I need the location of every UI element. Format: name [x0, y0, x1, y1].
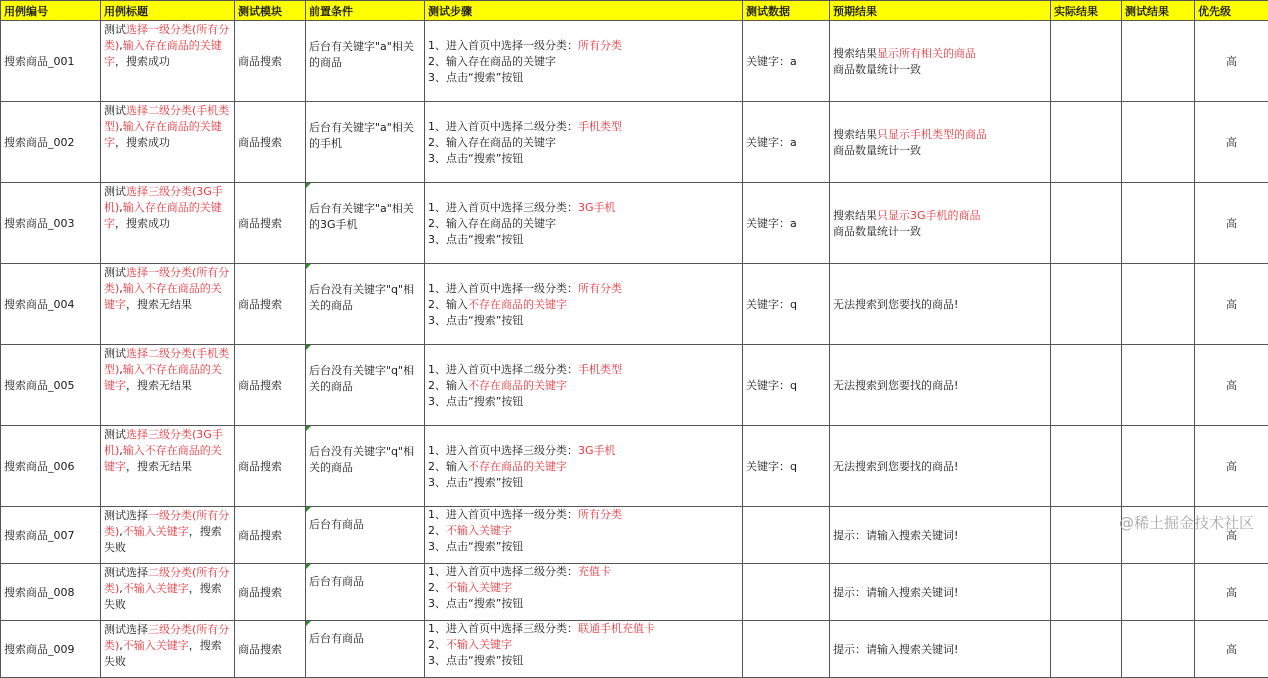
- test-data-cell[interactable]: 关键字：q: [743, 345, 830, 426]
- case-id-cell[interactable]: 搜索商品_002: [1, 102, 101, 183]
- steps-cell[interactable]: [425, 564, 743, 621]
- step-segment: 2、: [428, 524, 446, 537]
- priority-cell[interactable]: 高: [1195, 426, 1268, 507]
- expected-segment: 只显示3G手机的商品: [877, 209, 981, 222]
- case-id-cell[interactable]: 搜索商品_006: [1, 426, 101, 507]
- precondition-cell[interactable]: [306, 102, 425, 183]
- step-segment: 1、进入首页中选择三级分类：: [428, 622, 578, 635]
- expected-line: [833, 224, 1047, 240]
- title-segment: ，搜索无结果: [126, 298, 192, 311]
- cell-note-marker: [306, 507, 311, 512]
- actual-result-cell[interactable]: [1051, 345, 1122, 426]
- table-row: [1, 21, 1268, 102]
- expected-segment: 搜索结果: [833, 209, 877, 222]
- expected-result-cell[interactable]: [830, 21, 1051, 102]
- cell-note-marker: [306, 621, 311, 626]
- cell-note-marker: [306, 426, 311, 431]
- step-line: [428, 523, 739, 539]
- title-segment: ,: [119, 525, 123, 538]
- step-line: [428, 621, 739, 637]
- step-segment: 不存在商品的关键字: [468, 460, 567, 473]
- expected-result-cell[interactable]: [830, 183, 1051, 264]
- table-row: [1, 183, 1268, 264]
- expected-result-cell[interactable]: [830, 564, 1051, 621]
- step-line: [428, 475, 739, 491]
- step-segment: 不输入关键字: [446, 638, 512, 651]
- steps-cell[interactable]: [425, 21, 743, 102]
- actual-result-cell[interactable]: [1051, 21, 1122, 102]
- step-segment: 3G手机: [578, 201, 616, 214]
- expected-segment: 商品数量统计一致: [833, 144, 921, 157]
- step-segment: 1、进入首页中选择一级分类：: [428, 508, 578, 521]
- step-line: [428, 596, 739, 612]
- column-header: 预期结果: [830, 1, 1051, 21]
- title-segment: 测试选择: [104, 623, 148, 636]
- step-segment: 3、点击“搜索”按钮: [428, 540, 523, 553]
- expected-segment: 无法搜索到您要找的商品!: [833, 298, 958, 311]
- step-segment: 不存在商品的关键字: [468, 298, 567, 311]
- expected-line: [833, 378, 1047, 394]
- expected-result-cell[interactable]: [830, 621, 1051, 678]
- test-result-cell[interactable]: [1122, 183, 1195, 264]
- step-segment: 2、: [428, 638, 446, 651]
- module-cell[interactable]: 商品搜索: [235, 264, 306, 345]
- cell-note-marker: [306, 564, 311, 569]
- step-line: [428, 119, 739, 135]
- priority-cell[interactable]: 高: [1195, 183, 1268, 264]
- step-line: [428, 54, 739, 70]
- table-row: [1, 102, 1268, 183]
- case-title-cell[interactable]: [101, 102, 235, 183]
- case-title-cell[interactable]: [101, 426, 235, 507]
- expected-line: [833, 46, 1047, 62]
- precondition-cell[interactable]: [306, 621, 425, 678]
- step-segment: 1、进入首页中选择三级分类：: [428, 201, 578, 214]
- title-segment: 选择三级分类(3G手机): [104, 428, 223, 457]
- case-title-cell[interactable]: [101, 621, 235, 678]
- cell-note-marker: [306, 183, 311, 188]
- test-data-cell[interactable]: 关键字：q: [743, 426, 830, 507]
- expected-segment: 提示：请输入搜索关键词!: [833, 586, 958, 599]
- step-line: [428, 378, 739, 394]
- expected-line: [833, 459, 1047, 475]
- title-segment: ，搜索无结果: [126, 379, 192, 392]
- step-segment: 1、进入首页中选择二级分类：: [428, 565, 578, 578]
- module-cell[interactable]: 商品搜索: [235, 621, 306, 678]
- test-data-cell[interactable]: 关键字：a: [743, 183, 830, 264]
- precondition-cell[interactable]: [306, 183, 425, 264]
- expected-result-cell[interactable]: [830, 426, 1051, 507]
- module-cell[interactable]: 商品搜索: [235, 102, 306, 183]
- expected-line: [833, 143, 1047, 159]
- step-segment: 2、输入: [428, 298, 468, 311]
- title-segment: 输入存在商品的关键字: [104, 39, 222, 68]
- title-segment: ，搜索成功: [115, 55, 170, 68]
- test-data-cell[interactable]: 关键字：a: [743, 21, 830, 102]
- actual-result-cell[interactable]: [1051, 102, 1122, 183]
- expected-line: [833, 528, 1047, 544]
- step-line: [428, 459, 739, 475]
- title-segment: ，搜索成功: [115, 217, 170, 230]
- precondition-cell[interactable]: [306, 264, 425, 345]
- step-segment: 手机类型: [578, 363, 622, 376]
- step-line: [428, 232, 739, 248]
- precondition-text: 后台有商品: [309, 632, 364, 645]
- step-line: [428, 507, 739, 523]
- step-line: [428, 135, 739, 151]
- steps-cell[interactable]: [425, 345, 743, 426]
- actual-result-cell[interactable]: [1051, 621, 1122, 678]
- title-segment: 二级分类(所有分类): [104, 566, 229, 595]
- title-segment: ,: [119, 282, 123, 295]
- title-segment: 测试选择: [104, 566, 148, 579]
- step-segment: 3、点击“搜索”按钮: [428, 314, 523, 327]
- title-segment: 选择一级分类(所有分类): [104, 266, 229, 295]
- title-segment: 三级分类(所有分类): [104, 623, 229, 652]
- test-data-cell[interactable]: [743, 621, 830, 678]
- header-row: [1, 1, 1268, 21]
- module-cell[interactable]: 商品搜索: [235, 345, 306, 426]
- title-segment: 输入不存在商品的关键字: [104, 282, 222, 311]
- priority-cell[interactable]: 高: [1195, 345, 1268, 426]
- actual-result-cell[interactable]: [1051, 264, 1122, 345]
- title-segment: 不输入关键字: [123, 582, 189, 595]
- case-title-cell[interactable]: [101, 507, 235, 564]
- test-result-cell[interactable]: [1122, 102, 1195, 183]
- actual-result-cell[interactable]: [1051, 564, 1122, 621]
- test-result-cell[interactable]: [1122, 621, 1195, 678]
- expected-result-cell[interactable]: [830, 507, 1051, 564]
- title-segment: 输入存在商品的关键字: [104, 120, 222, 149]
- expected-line: [833, 127, 1047, 143]
- step-segment: 3、点击“搜索”按钮: [428, 152, 523, 165]
- module-cell[interactable]: 商品搜索: [235, 21, 306, 102]
- column-header: 测试结果: [1122, 1, 1195, 21]
- table-row: [1, 345, 1268, 426]
- table-row: [1, 621, 1268, 678]
- precondition-cell[interactable]: [306, 345, 425, 426]
- column-header: 用例编号: [1, 1, 101, 21]
- step-segment: 2、输入存在商品的关键字: [428, 55, 556, 68]
- priority-cell[interactable]: 高: [1195, 564, 1268, 621]
- step-segment: 1、进入首页中选择一级分类：: [428, 39, 578, 52]
- case-title-cell[interactable]: [101, 345, 235, 426]
- title-segment: ,: [119, 639, 123, 652]
- title-segment: 测试: [104, 23, 126, 36]
- step-line: [428, 70, 739, 86]
- expected-segment: 商品数量统计一致: [833, 63, 921, 76]
- column-header: 测试模块: [235, 1, 306, 21]
- title-segment: 输入不存在商品的关键字: [104, 444, 222, 473]
- title-segment: ，搜索失败: [104, 525, 222, 554]
- expected-segment: 搜索结果: [833, 128, 877, 141]
- step-line: [428, 200, 739, 216]
- title-segment: 测试: [104, 185, 126, 198]
- step-line: [428, 580, 739, 596]
- title-segment: 选择二级分类(手机类型): [104, 104, 229, 133]
- expected-line: [833, 585, 1047, 601]
- case-title-cell[interactable]: [101, 264, 235, 345]
- priority-cell[interactable]: 高: [1195, 507, 1268, 564]
- title-segment: 不输入关键字: [123, 639, 189, 652]
- priority-cell[interactable]: 高: [1195, 21, 1268, 102]
- step-segment: 3、点击“搜索”按钮: [428, 71, 523, 84]
- steps-cell[interactable]: [425, 621, 743, 678]
- expected-result-cell[interactable]: [830, 264, 1051, 345]
- step-segment: 2、输入: [428, 460, 468, 473]
- watermark: @稀土掘金技术社区: [1119, 512, 1254, 533]
- title-segment: 测试: [104, 104, 126, 117]
- step-line: [428, 313, 739, 329]
- case-title-cell[interactable]: [101, 21, 235, 102]
- actual-result-cell[interactable]: [1051, 183, 1122, 264]
- case-title-cell[interactable]: [101, 564, 235, 621]
- precondition-text: 后台有关键字"a"相关的商品: [309, 40, 414, 69]
- precondition-text: 后台有商品: [309, 518, 364, 531]
- title-segment: 输入存在商品的关键字: [104, 201, 222, 230]
- step-line: [428, 151, 739, 167]
- step-line: [428, 637, 739, 653]
- expected-segment: 无法搜索到您要找的商品!: [833, 460, 958, 473]
- title-segment: 不输入关键字: [123, 525, 189, 538]
- case-id-cell[interactable]: 搜索商品_003: [1, 183, 101, 264]
- step-line: [428, 653, 739, 669]
- cell-note-marker: [306, 264, 311, 269]
- step-line: [428, 281, 739, 297]
- title-segment: 选择一级分类(所有分类): [104, 23, 229, 52]
- step-segment: 3、点击“搜索”按钮: [428, 233, 523, 246]
- expected-line: [833, 208, 1047, 224]
- column-header: 优先级: [1195, 1, 1268, 21]
- title-segment: ,: [119, 39, 123, 52]
- column-header: 前置条件: [306, 1, 425, 21]
- case-id-cell[interactable]: 搜索商品_009: [1, 621, 101, 678]
- title-segment: 一级分类(所有分类): [104, 509, 229, 538]
- table-row: [1, 564, 1268, 621]
- precondition-cell[interactable]: [306, 564, 425, 621]
- expected-segment: 显示所有相关的商品: [877, 47, 976, 60]
- case-id-cell[interactable]: 搜索商品_004: [1, 264, 101, 345]
- test-data-cell[interactable]: [743, 564, 830, 621]
- test-result-cell[interactable]: [1122, 21, 1195, 102]
- title-segment: ,: [119, 444, 123, 457]
- step-segment: 2、输入存在商品的关键字: [428, 217, 556, 230]
- test-data-cell[interactable]: [743, 507, 830, 564]
- title-segment: 测试选择: [104, 509, 148, 522]
- step-segment: 3、点击“搜索”按钮: [428, 654, 523, 667]
- priority-cell[interactable]: 高: [1195, 102, 1268, 183]
- step-segment: 联通手机充值卡: [578, 622, 655, 635]
- case-id-cell[interactable]: 搜索商品_007: [1, 507, 101, 564]
- expected-result-cell[interactable]: [830, 102, 1051, 183]
- column-header: 实际结果: [1051, 1, 1122, 21]
- expected-segment: 提示：请输入搜索关键词!: [833, 643, 958, 656]
- title-segment: ，搜索失败: [104, 582, 222, 611]
- column-header: 测试步骤: [425, 1, 743, 21]
- title-segment: ,: [119, 120, 123, 133]
- case-title-cell[interactable]: [101, 183, 235, 264]
- column-header: 测试数据: [743, 1, 830, 21]
- step-segment: 手机类型: [578, 120, 622, 133]
- test-data-cell[interactable]: 关键字：q: [743, 264, 830, 345]
- precondition-text: 后台没有关键字"q"相关的商品: [309, 445, 414, 474]
- title-segment: ，搜索成功: [115, 136, 170, 149]
- expected-segment: 无法搜索到您要找的商品!: [833, 379, 958, 392]
- expected-result-cell[interactable]: [830, 345, 1051, 426]
- title-segment: 选择二级分类(手机类型): [104, 347, 229, 376]
- steps-cell[interactable]: [425, 426, 743, 507]
- title-segment: 测试: [104, 266, 126, 279]
- precondition-cell[interactable]: [306, 507, 425, 564]
- step-segment: 3、点击“搜索”按钮: [428, 597, 523, 610]
- step-segment: 所有分类: [578, 508, 622, 521]
- step-segment: 2、: [428, 581, 446, 594]
- module-cell[interactable]: 商品搜索: [235, 426, 306, 507]
- title-segment: ,: [119, 582, 123, 595]
- table-row: [1, 426, 1268, 507]
- step-segment: 2、输入存在商品的关键字: [428, 136, 556, 149]
- step-segment: 所有分类: [578, 39, 622, 52]
- step-segment: 3、点击“搜索”按钮: [428, 395, 523, 408]
- title-segment: ,: [119, 201, 123, 214]
- precondition-cell[interactable]: [306, 21, 425, 102]
- precondition-text: 后台有商品: [309, 575, 364, 588]
- precondition-text: 后台有关键字"a"相关的手机: [309, 121, 414, 150]
- actual-result-cell[interactable]: [1051, 426, 1122, 507]
- title-segment: ，搜索无结果: [126, 460, 192, 473]
- column-header: 用例标题: [101, 1, 235, 21]
- step-line: [428, 394, 739, 410]
- precondition-text: 后台有关键字"a"相关的3G手机: [309, 202, 414, 231]
- title-segment: ,: [119, 363, 123, 376]
- precondition-text: 后台没有关键字"q"相关的商品: [309, 283, 414, 312]
- expected-segment: 只显示手机类型的商品: [877, 128, 987, 141]
- step-segment: 3G手机: [578, 444, 616, 457]
- expected-segment: 提示：请输入搜索关键词!: [833, 529, 958, 542]
- priority-cell[interactable]: 高: [1195, 264, 1268, 345]
- test-result-cell[interactable]: [1122, 264, 1195, 345]
- actual-result-cell[interactable]: [1051, 507, 1122, 564]
- test-result-cell[interactable]: [1122, 345, 1195, 426]
- step-segment: 1、进入首页中选择二级分类：: [428, 363, 578, 376]
- step-segment: 1、进入首页中选择一级分类：: [428, 282, 578, 295]
- step-segment: 不输入关键字: [446, 524, 512, 537]
- step-segment: 不存在商品的关键字: [468, 379, 567, 392]
- step-segment: 所有分类: [578, 282, 622, 295]
- step-segment: 2、输入: [428, 379, 468, 392]
- step-segment: 充值卡: [578, 565, 611, 578]
- precondition-text: 后台没有关键字"q"相关的商品: [309, 364, 414, 393]
- module-cell[interactable]: 商品搜索: [235, 564, 306, 621]
- step-line: [428, 443, 739, 459]
- case-id-cell[interactable]: 搜索商品_008: [1, 564, 101, 621]
- case-id-cell[interactable]: 搜索商品_005: [1, 345, 101, 426]
- steps-cell[interactable]: [425, 507, 743, 564]
- expected-segment: 搜索结果: [833, 47, 877, 60]
- table-row: [1, 264, 1268, 345]
- title-segment: ，搜索失败: [104, 639, 222, 668]
- title-segment: 测试: [104, 428, 126, 441]
- step-segment: 1、进入首页中选择三级分类：: [428, 444, 578, 457]
- title-segment: 测试: [104, 347, 126, 360]
- step-segment: 不输入关键字: [446, 581, 512, 594]
- precondition-cell[interactable]: [306, 426, 425, 507]
- step-segment: 3、点击“搜索”按钮: [428, 476, 523, 489]
- table-body: [1, 21, 1268, 678]
- steps-cell[interactable]: [425, 183, 743, 264]
- test-result-cell[interactable]: [1122, 426, 1195, 507]
- steps-cell[interactable]: [425, 102, 743, 183]
- title-segment: 选择三级分类(3G手机): [104, 185, 223, 214]
- module-cell[interactable]: 商品搜索: [235, 183, 306, 264]
- expected-line: [833, 642, 1047, 658]
- steps-cell[interactable]: [425, 264, 743, 345]
- priority-cell[interactable]: 高: [1195, 621, 1268, 678]
- cell-note-marker: [306, 345, 311, 350]
- step-segment: 1、进入首页中选择二级分类：: [428, 120, 578, 133]
- case-id-cell[interactable]: 搜索商品_001: [1, 21, 101, 102]
- step-line: [428, 297, 739, 313]
- expected-line: [833, 297, 1047, 313]
- expected-segment: 商品数量统计一致: [833, 225, 921, 238]
- step-line: [428, 539, 739, 555]
- expected-line: [833, 62, 1047, 78]
- step-line: [428, 38, 739, 54]
- step-line: [428, 564, 739, 580]
- module-cell[interactable]: 商品搜索: [235, 507, 306, 564]
- step-line: [428, 362, 739, 378]
- test-data-cell[interactable]: 关键字：a: [743, 102, 830, 183]
- step-line: [428, 216, 739, 232]
- table-row: [1, 507, 1268, 564]
- title-segment: 输入不存在商品的关键字: [104, 363, 222, 392]
- test-result-cell[interactable]: [1122, 564, 1195, 621]
